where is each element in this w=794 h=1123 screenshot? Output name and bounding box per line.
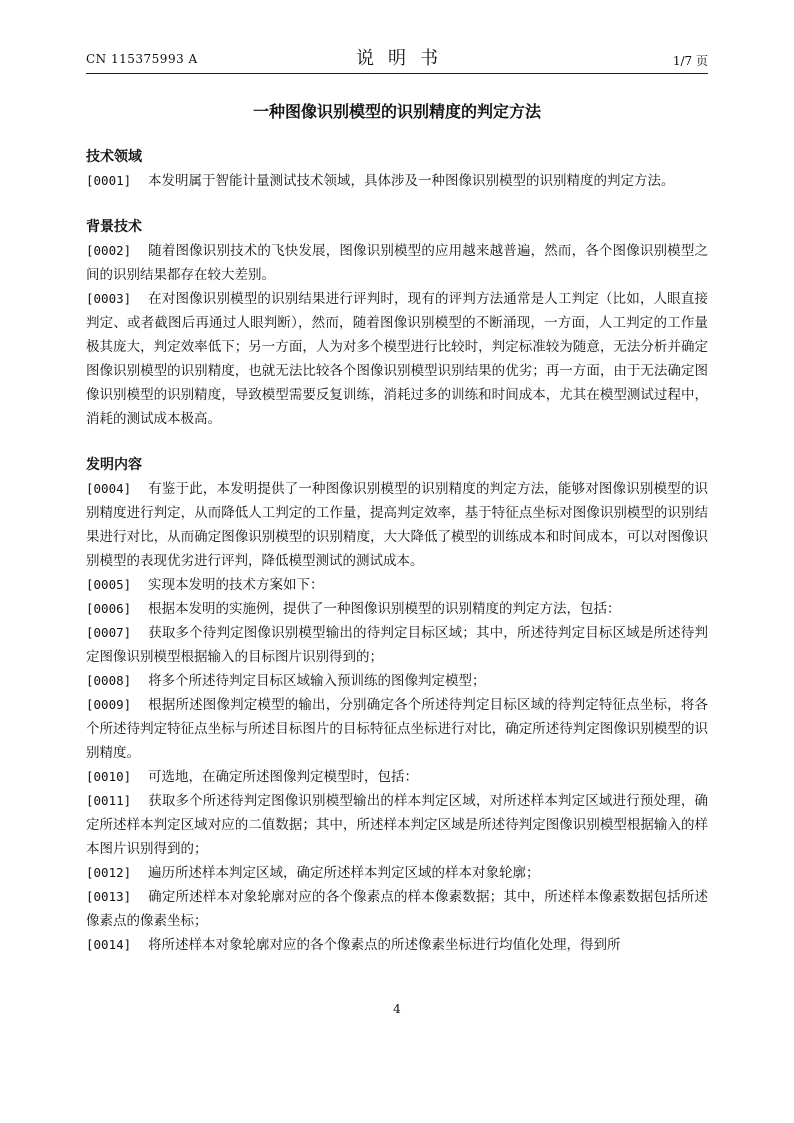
paragraph-text: 实现本发明的技术方案如下： (148, 577, 324, 593)
paragraph-number: [0002] (86, 243, 132, 258)
paragraph-text: 根据所述图像判定模型的输出，分别确定各个所述待判定目标区域的待判定特征点坐标，将各个所述待判定特征点坐标与所述目标图片的目标特征点坐标进行对比，确定所述待判定图像识别模型的识别精度。 (86, 697, 708, 761)
paragraph-number: [0009] (86, 697, 132, 712)
paragraph (86, 885, 708, 933)
header-rule (86, 73, 708, 74)
paragraph-text: 确定所述样本对象轮廓对应的各个像素点的样本像素数据；其中，所述样本像素数据包括所述像素点的像素坐标； (86, 889, 708, 929)
paragraph-number: [0010] (86, 769, 132, 784)
paragraph-text: 在对图像识别模型的识别结果进行评判时，现有的评判方法通常是人工判定（比如，人眼直接判定、或者截图后再通过人眼判断），然而，随着图像识别模型的不断涌现，一方面，人工判定的工作量极其庞大，判定效率低下；另一方面，人为对多个模型进行比较时，判定标准较为随意，无法分析并确定图像识别模型的识别精度，也就无法比较各个图像识别模型识别结果的优劣；再一方面，由于无法确定图像识别模型的识别精度，导致模型需要反复训练，消耗过多的训练和时间成本，尤其在模型测试过程中，消耗的测试成本极高。 (86, 291, 708, 427)
section-heading: 背景技术 (86, 219, 142, 235)
paragraph-text: 本发明属于智能计量测试技术领域，具体涉及一种图像识别模型的识别精度的判定方法。 (148, 173, 675, 189)
paragraph-text: 根据本发明的实施例，提供了一种图像识别模型的识别精度的判定方法，包括： (148, 601, 621, 617)
section (86, 145, 708, 193)
paragraph (86, 693, 708, 765)
paragraph (86, 861, 708, 885)
paragraph (86, 287, 708, 431)
paragraph (86, 933, 708, 957)
header-title: 说明书 (356, 48, 452, 69)
paragraph (86, 597, 708, 621)
paragraph-text: 有鉴于此，本发明提供了一种图像识别模型的识别精度的判定方法，能够对图像识别模型的识别精度进行判定，从而降低人工判定的工作量，提高判定效率，基于特征点坐标对图像识别模型的识别结果进行对比，从而确定图像识别模型的识别精度，大大降低了模型的训练成本和时间成本，可以对图像识别模型的表现优劣进行评判，降低模型测试的测试成本。 (86, 481, 708, 569)
paragraph (86, 573, 708, 597)
paragraph-text: 遍历所述样本判定区域，确定所述样本判定区域的样本对象轮廓； (148, 865, 540, 881)
paragraph (86, 621, 708, 669)
document-title: 一种图像识别模型的识别精度的判定方法 (252, 102, 541, 121)
paragraph-number: [0008] (86, 673, 132, 688)
paragraph (86, 669, 708, 693)
paragraph-number: [0001] (86, 173, 132, 188)
section-heading: 技术领域 (86, 149, 142, 165)
paragraph (86, 765, 708, 789)
paragraph-text: 获取多个所述待判定图像识别模型输出的样本判定区域，对所述样本判定区域进行预处理，确定所述样本判定区域对应的二值数据；其中，所述样本判定区域是所述待判定图像识别模型根据输入的样本图片识别得到的； (86, 793, 708, 857)
section-heading: 发明内容 (86, 457, 142, 473)
paragraph-number: [0004] (86, 481, 132, 496)
publication-number: CN 115375993 A (86, 52, 198, 66)
paragraph-number: [0013] (86, 889, 132, 904)
page-number: 4 (393, 1002, 401, 1016)
paragraph-number: [0012] (86, 865, 132, 880)
paragraph (86, 239, 708, 287)
page-of-indicator: 1/7 页 (672, 54, 708, 68)
paragraph-text: 将多个所述待判定目标区域输入预训练的图像判定模型； (148, 673, 486, 689)
paragraph-number: [0011] (86, 793, 132, 808)
paragraph-text: 将所述样本对象轮廓对应的各个像素点的所述像素坐标进行均值化处理，得到所 (148, 937, 621, 953)
paragraph (86, 789, 708, 861)
paragraph-text: 随着图像识别技术的飞快发展，图像识别模型的应用越来越普遍，然而，各个图像识别模型之间的识别结果都存在较大差别。 (86, 243, 708, 283)
page-header (86, 40, 708, 74)
paragraph-number: [0003] (86, 291, 132, 306)
paragraph-text: 可选地，在确定所述图像判定模型时，包括： (148, 769, 418, 785)
paragraph-number: [0014] (86, 937, 132, 952)
paragraph-number: [0007] (86, 625, 132, 640)
paragraph-number: [0006] (86, 601, 132, 616)
paragraph (86, 477, 708, 573)
section (86, 215, 708, 431)
document-body (86, 145, 708, 979)
section (86, 453, 708, 957)
paragraph-number: [0005] (86, 577, 132, 592)
paragraph (86, 169, 708, 193)
paragraph-text: 获取多个待判定图像识别模型输出的待判定目标区域；其中，所述待判定目标区域是所述待判定图像识别模型根据输入的目标图片识别得到的； (86, 625, 708, 665)
